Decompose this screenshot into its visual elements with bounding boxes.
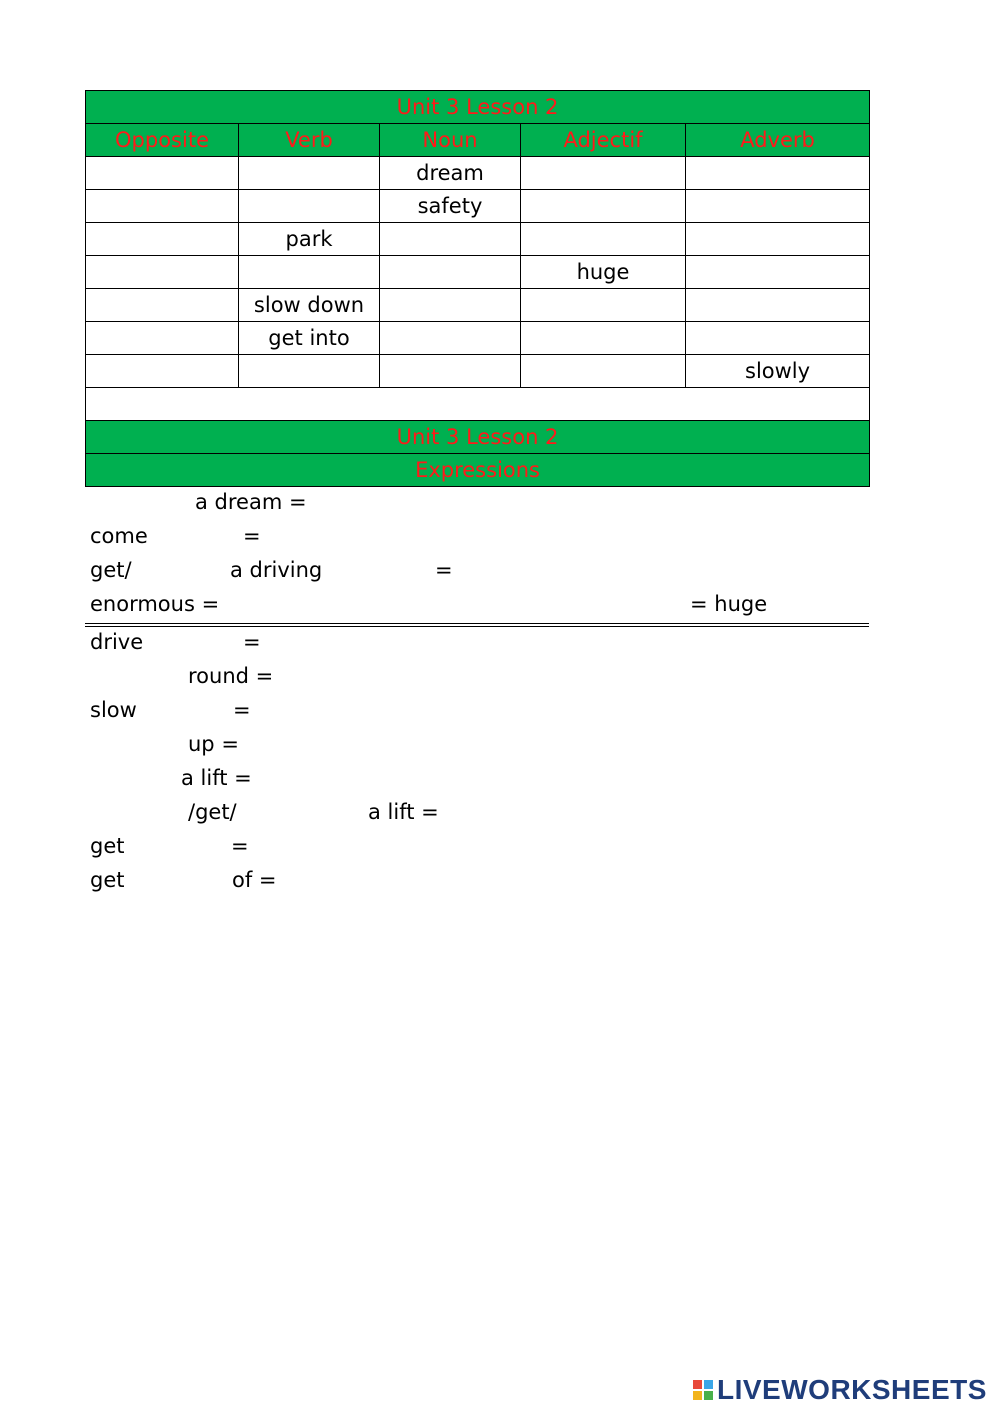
logo-square-icon	[704, 1380, 713, 1389]
answer-cell[interactable]	[86, 190, 239, 223]
given-word-cell: slowly	[686, 355, 870, 388]
header-adjectif: Adjectif	[521, 124, 686, 157]
section-subtitle-row	[86, 454, 870, 487]
given-word-cell: park	[239, 223, 380, 256]
given-word-cell: get into	[239, 322, 380, 355]
table-spacer-row	[86, 388, 870, 421]
header-noun: Noun	[380, 124, 521, 157]
expression-text: enormous =	[90, 592, 220, 616]
logo-square-icon	[693, 1380, 702, 1389]
section-title: Unit 3 Lesson 2	[86, 421, 870, 454]
expression-text: =	[243, 630, 261, 654]
expression-text: slow	[90, 698, 137, 722]
logo-square-icon	[704, 1391, 713, 1400]
expression-text: =	[231, 834, 249, 858]
answer-cell[interactable]	[521, 223, 686, 256]
expression-line	[85, 555, 869, 589]
expression-text: drive	[90, 630, 144, 654]
answer-cell[interactable]	[86, 322, 239, 355]
worksheet	[85, 90, 869, 907]
expression-text: a lift =	[368, 800, 439, 824]
table-row	[86, 355, 870, 388]
answer-cell[interactable]	[521, 355, 686, 388]
expression-text: =	[435, 558, 453, 582]
expression-line	[85, 589, 869, 623]
expression-text: a dream =	[195, 490, 307, 514]
answer-cell[interactable]	[86, 289, 239, 322]
answer-cell[interactable]	[686, 289, 870, 322]
expression-line	[85, 865, 869, 899]
answer-cell[interactable]	[521, 289, 686, 322]
answer-cell[interactable]	[239, 190, 380, 223]
expression-line	[85, 763, 869, 797]
expression-text: get	[90, 834, 125, 858]
expression-text: come	[90, 524, 148, 548]
answer-cell[interactable]	[686, 322, 870, 355]
expression-line	[85, 695, 869, 729]
spacer-cell	[86, 388, 870, 421]
expression-line	[85, 487, 869, 521]
expression-text: =	[243, 524, 261, 548]
table-row	[86, 322, 870, 355]
table-header-row	[86, 124, 870, 157]
expression-line	[85, 831, 869, 865]
expression-text: = huge	[690, 592, 768, 616]
answer-cell[interactable]	[686, 256, 870, 289]
expression-line	[85, 521, 869, 555]
liveworksheets-logo-icon	[693, 1380, 713, 1400]
answer-cell[interactable]	[380, 289, 521, 322]
answer-cell[interactable]	[686, 157, 870, 190]
header-opposite: Opposite	[86, 124, 239, 157]
section-subtitle: Expressions	[86, 454, 870, 487]
given-word-cell: huge	[521, 256, 686, 289]
answer-cell[interactable]	[521, 190, 686, 223]
expression-line	[85, 623, 869, 661]
header-verb: Verb	[239, 124, 380, 157]
table-row	[86, 157, 870, 190]
word-formation-table	[85, 90, 870, 487]
answer-cell[interactable]	[521, 157, 686, 190]
expression-line	[85, 797, 869, 831]
expressions-list	[85, 487, 869, 907]
table-row	[86, 256, 870, 289]
expression-text: a lift =	[181, 766, 252, 790]
answer-cell[interactable]	[239, 355, 380, 388]
answer-cell[interactable]	[239, 157, 380, 190]
table-title-row	[86, 91, 870, 124]
liveworksheets-logo[interactable]	[693, 1374, 987, 1406]
answer-cell[interactable]	[686, 223, 870, 256]
given-word-cell: safety	[380, 190, 521, 223]
table-row	[86, 223, 870, 256]
expression-text: round =	[188, 664, 274, 688]
table-title: Unit 3 Lesson 2	[86, 91, 870, 124]
expression-text: =	[233, 698, 251, 722]
expression-line	[85, 729, 869, 763]
answer-cell[interactable]	[380, 322, 521, 355]
answer-cell[interactable]	[521, 322, 686, 355]
expression-line	[85, 661, 869, 695]
table-row	[86, 190, 870, 223]
expression-text: up =	[188, 732, 239, 756]
section-title-row	[86, 421, 870, 454]
answer-cell[interactable]	[380, 223, 521, 256]
brand-name: LIVEWORKSHEETS	[717, 1374, 987, 1405]
answer-cell[interactable]	[86, 256, 239, 289]
given-word-cell: dream	[380, 157, 521, 190]
given-word-cell: slow down	[239, 289, 380, 322]
answer-cell[interactable]	[380, 256, 521, 289]
answer-cell[interactable]	[380, 355, 521, 388]
answer-cell[interactable]	[686, 190, 870, 223]
table-row	[86, 289, 870, 322]
expression-text: a driving	[230, 558, 323, 582]
answer-cell[interactable]	[86, 355, 239, 388]
expression-text: get	[90, 868, 125, 892]
expression-text: get/	[90, 558, 132, 582]
expression-text: of =	[232, 868, 277, 892]
answer-cell[interactable]	[86, 157, 239, 190]
header-adverb: Adverb	[686, 124, 870, 157]
expression-text: /get/	[188, 800, 237, 824]
answer-cell[interactable]	[86, 223, 239, 256]
answer-cell[interactable]	[239, 256, 380, 289]
logo-square-icon	[693, 1391, 702, 1400]
